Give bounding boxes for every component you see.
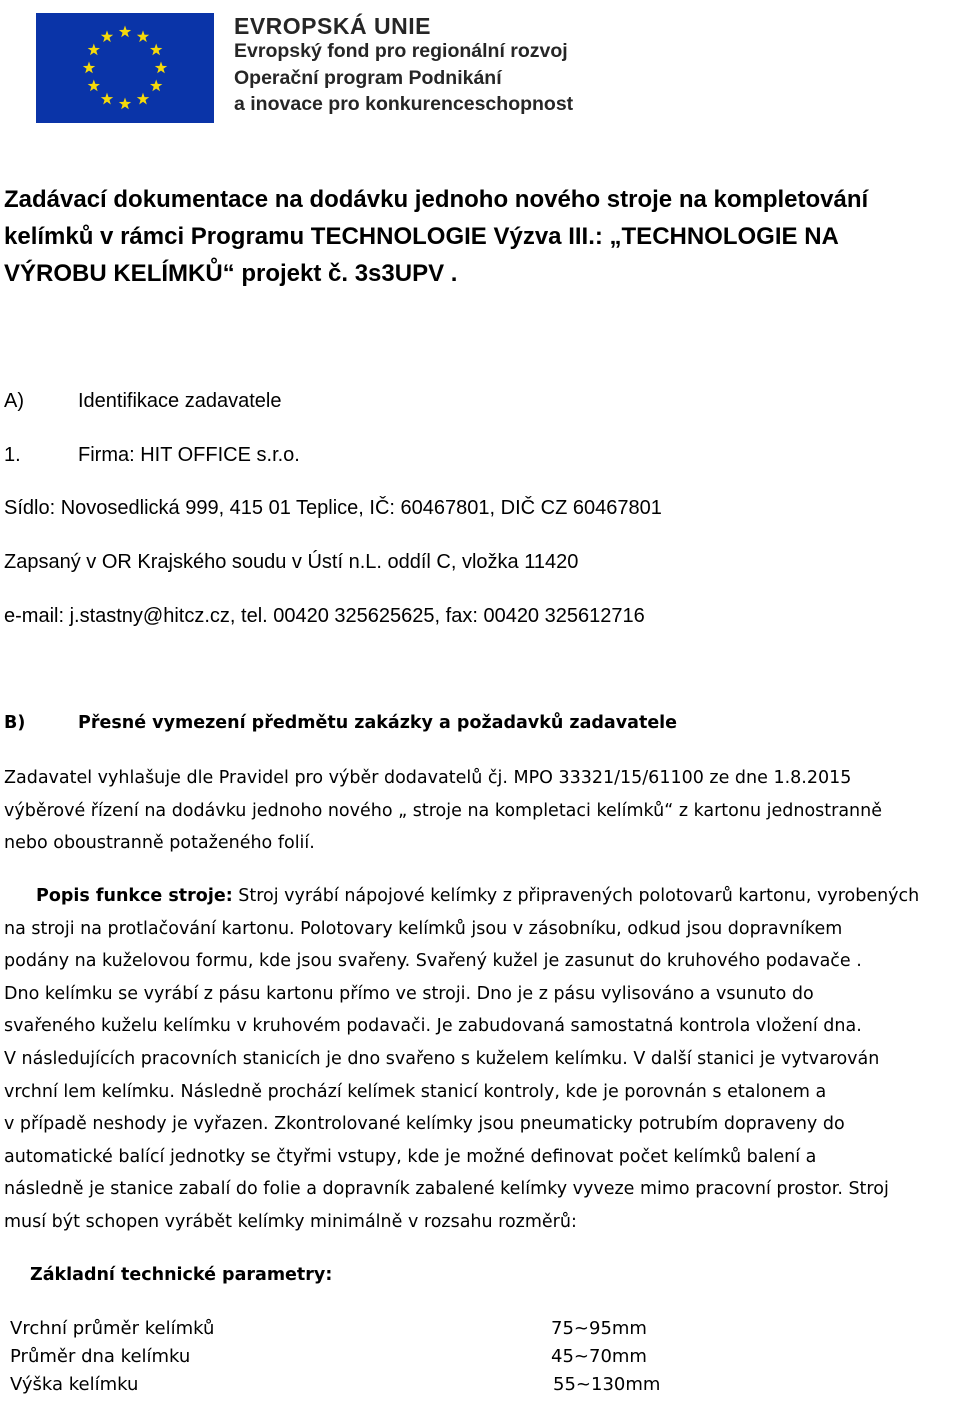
description-line: podány na kuželovou formu, kde jsou svařeny. Svařený kužel je zasunut do kruhového podavače . bbox=[4, 951, 862, 972]
param-value: 55~130mm bbox=[553, 1374, 661, 1395]
company-register: Zapsaný v OR Krajského soudu v Ústí n.L. oddíl C, vložka 11420 bbox=[4, 551, 579, 573]
document-title bbox=[4, 181, 954, 292]
section-b-heading: Přesné vymezení předmětu zakázky a požadavků zadavatele bbox=[78, 713, 678, 733]
description-line: na stroji na protlačování kartonu. Polotovary kelímků jsou v zásobníku, odkud jsou dopravníkem bbox=[4, 918, 843, 939]
item-number: 1. bbox=[4, 444, 21, 466]
description-line: v případě neshody je vyřazen. Zkontrolované kelímky jsou pneumaticky potrubím dopraveny do bbox=[4, 1114, 845, 1135]
title-line: kelímků v rámci Programu TECHNOLOGIE Výzva III.: „TECHNOLOGIE NA bbox=[4, 223, 839, 250]
description-first-text: Stroj vyrábí nápojové kelímky z připravených polotovarů kartonu, vyrobených bbox=[232, 886, 920, 906]
section-b-marker: B) bbox=[4, 713, 26, 733]
eu-logo-line: Evropský fond pro regionální rozvoj bbox=[234, 40, 568, 62]
intro-line: výběrové řízení na dodávku jednoho nového „ stroje na kompletaci kelímků“ z kartonu jednostranně bbox=[4, 800, 883, 821]
description-line: vrchní lem kelímku. Následně prochází kelímek stanicí kontroly, kde je porovnán s etalonem a bbox=[4, 1081, 827, 1102]
param-label: Vrchní průměr kelímků bbox=[10, 1318, 215, 1339]
title-line: VÝROBU KELÍMKŮ“ projekt č. 3s3UPV . bbox=[4, 260, 458, 287]
eu-logo-line: EVROPSKÁ UNIE bbox=[234, 13, 431, 39]
description-line: následně je stanice zabalí do folie a dopravník zabalené kelímky vyveze mimo pracovní prostor. Stroj bbox=[4, 1179, 889, 1200]
company-contact: e-mail: j.stastny@hitcz.cz, tel. 00420 325625625, fax: 00420 325612716 bbox=[4, 605, 645, 627]
section-a-heading: Identifikace zadavatele bbox=[78, 390, 282, 412]
eu-logo-line: Operační program Podnikání bbox=[234, 66, 502, 89]
description-paragraph bbox=[4, 880, 959, 1239]
eu-logo-line: a inovace pro konkurenceschopnost bbox=[234, 93, 574, 115]
eu-logo-text bbox=[234, 14, 573, 118]
description-line: svařeného kuželu kelímku v kruhovém podavači. Je zabudovaná samostatná kontrola vložení dna. bbox=[4, 1016, 862, 1037]
description-first-line bbox=[4, 880, 959, 913]
param-label: Průměr dna kelímku bbox=[10, 1346, 191, 1367]
company-seat: Sídlo: Novosedlická 999, 415 01 Teplice, IČ: 60467801, DIČ CZ 60467801 bbox=[4, 497, 662, 519]
firm-name: Firma: HIT OFFICE s.r.o. bbox=[78, 444, 300, 466]
intro-paragraph bbox=[4, 762, 959, 860]
description-line: musí být schopen vyrábět kelímky minimálně v rozsahu rozměrů: bbox=[4, 1211, 577, 1232]
params-heading: Základní technické parametry: bbox=[30, 1265, 333, 1285]
eu-stars-icon bbox=[36, 13, 214, 123]
param-label: Výška kelímku bbox=[10, 1374, 139, 1395]
intro-line: nebo oboustranně potaženého folií. bbox=[4, 833, 315, 854]
description-line: automatické balící jednotky se čtyřmi vstupy, kde je možné definovat počet kelímků balení a bbox=[4, 1146, 817, 1167]
eu-flag-icon bbox=[36, 13, 214, 123]
description-label: Popis funkce stroje: bbox=[36, 886, 233, 906]
title-line: Zadávací dokumentace na dodávku jednoho nového stroje na kompletování bbox=[4, 186, 869, 213]
section-a-marker: A) bbox=[4, 390, 24, 412]
param-value: 45~70mm bbox=[551, 1346, 647, 1367]
description-line: Dno kelímku se vyrábí z pásu kartonu přímo ve stroji. Dno je z pásu vylisováno a vsunuto do bbox=[4, 983, 814, 1004]
description-line: V následujících pracovních stanicích je dno svařeno s kuželem kelímku. V další stanici je vytvarován bbox=[4, 1048, 880, 1069]
param-value: 75~95mm bbox=[551, 1318, 647, 1339]
intro-line: Zadavatel vyhlašuje dle Pravidel pro výběr dodavatelů čj. MPO 33321/15/61100 ze dne 1.8.2015 bbox=[4, 768, 852, 788]
